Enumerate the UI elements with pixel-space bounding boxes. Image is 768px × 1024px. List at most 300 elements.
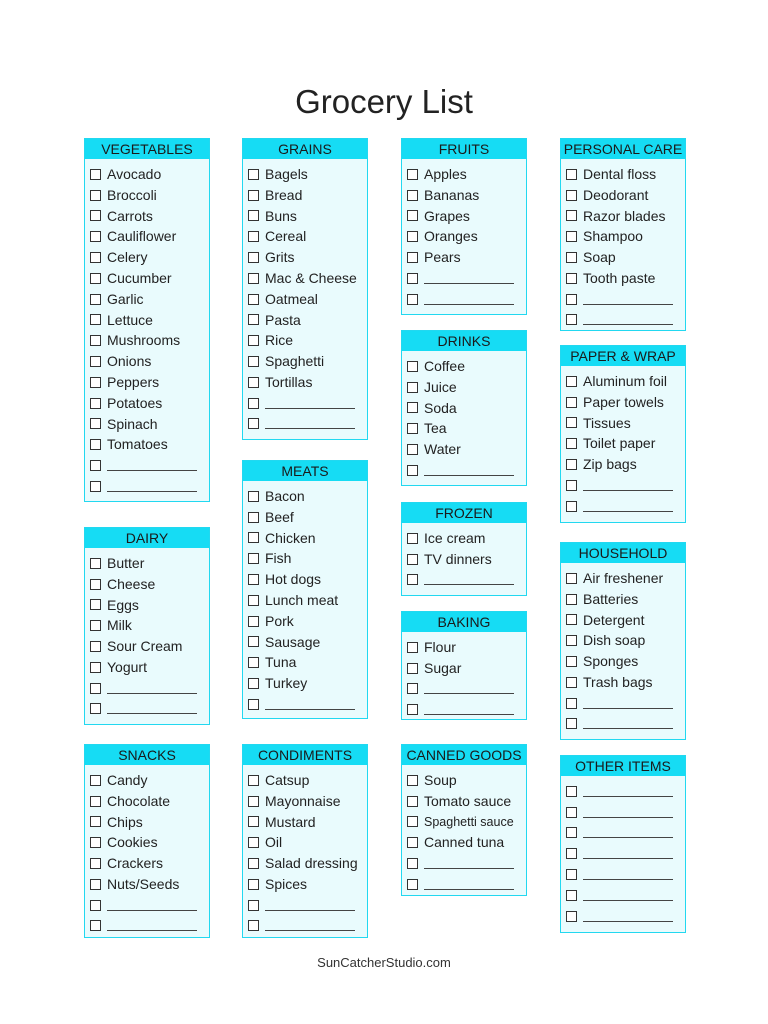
item-label: Potatoes	[107, 394, 163, 411]
list-item	[90, 351, 209, 372]
blank-list-item	[566, 475, 685, 496]
section-grains	[242, 138, 368, 440]
write-in-line[interactable]	[583, 501, 673, 512]
checkbox[interactable]	[248, 920, 259, 931]
checkbox[interactable]	[90, 879, 101, 890]
item-label: Beef	[265, 508, 294, 525]
checkbox[interactable]	[90, 190, 101, 201]
checkbox[interactable]	[407, 816, 418, 827]
checkbox[interactable]	[90, 683, 101, 694]
write-in-line[interactable]	[265, 920, 355, 931]
checkbox[interactable]	[248, 699, 259, 710]
checkbox[interactable]	[90, 169, 101, 180]
write-in-line[interactable]	[583, 314, 673, 325]
list-item	[566, 610, 685, 631]
write-in-line[interactable]	[583, 294, 673, 305]
checkbox[interactable]	[407, 775, 418, 786]
checkbox[interactable]	[90, 335, 101, 346]
checkbox[interactable]	[566, 376, 577, 387]
item-label: Bread	[265, 186, 303, 203]
item-label: Sugar	[424, 659, 462, 676]
checkbox[interactable]	[90, 314, 101, 325]
checkbox[interactable]	[248, 816, 259, 827]
blank-list-item	[248, 694, 367, 715]
list-item	[407, 832, 526, 853]
item-label: Paper towels	[583, 393, 664, 410]
list-item	[90, 206, 209, 227]
item-label: Tuna	[265, 654, 297, 671]
blank-list-item	[248, 414, 367, 435]
checkbox[interactable]	[90, 920, 101, 931]
checkbox[interactable]	[566, 417, 577, 428]
item-list	[85, 770, 209, 936]
list-item	[90, 393, 209, 414]
item-label: Apples	[424, 166, 467, 182]
section-dairy	[84, 527, 210, 725]
checkbox[interactable]	[566, 169, 577, 180]
checkbox[interactable]	[248, 574, 259, 585]
list-item	[90, 434, 209, 455]
list-item	[90, 226, 209, 247]
list-item	[407, 812, 526, 833]
blank-list-item	[566, 714, 685, 735]
list-item	[248, 351, 367, 372]
item-label: Oranges	[424, 228, 478, 245]
write-in-line[interactable]	[107, 900, 197, 911]
blank-list-item	[566, 885, 685, 906]
checkbox[interactable]	[566, 718, 577, 729]
checkbox[interactable]	[248, 532, 259, 543]
checkbox[interactable]	[248, 335, 259, 346]
write-in-line[interactable]	[583, 911, 673, 922]
checkbox[interactable]	[90, 558, 101, 569]
section-frozen	[401, 502, 527, 596]
checkbox[interactable]	[407, 231, 418, 242]
checkbox[interactable]	[407, 796, 418, 807]
footer-credit: SunCatcherStudio.com	[317, 955, 451, 970]
item-label: Flour	[424, 639, 456, 655]
checkbox[interactable]	[90, 356, 101, 367]
checkbox[interactable]	[566, 594, 577, 605]
item-list	[402, 528, 526, 590]
list-item	[407, 356, 526, 377]
item-label: Spices	[265, 875, 308, 892]
item-label: Soup	[424, 772, 457, 788]
checkbox[interactable]	[90, 252, 101, 263]
write-in-line[interactable]	[424, 465, 514, 476]
checkbox[interactable]	[407, 169, 418, 180]
section-fruits	[401, 138, 527, 315]
checkbox[interactable]	[90, 294, 101, 305]
checkbox[interactable]	[248, 879, 259, 890]
checkbox[interactable]	[248, 775, 259, 786]
write-in-line[interactable]	[107, 683, 197, 694]
list-item	[566, 568, 685, 589]
list-item	[407, 247, 526, 268]
list-item	[566, 454, 685, 475]
write-in-line[interactable]	[583, 827, 673, 838]
checkbox[interactable]	[248, 169, 259, 180]
blank-list-item	[248, 895, 367, 916]
checkbox[interactable]	[90, 796, 101, 807]
checkbox[interactable]	[248, 273, 259, 284]
item-label: Hot dogs	[265, 571, 322, 588]
write-in-line[interactable]	[583, 698, 673, 709]
checkbox[interactable]	[248, 190, 259, 201]
checkbox[interactable]	[407, 190, 418, 201]
list-item	[566, 413, 685, 434]
write-in-line[interactable]	[424, 273, 514, 284]
checkbox[interactable]	[566, 314, 577, 325]
list-item	[407, 418, 526, 439]
item-label: Mustard	[265, 813, 316, 830]
section-header-snacks: SNACKS	[85, 745, 209, 765]
checkbox[interactable]	[407, 444, 418, 455]
checkbox[interactable]	[248, 636, 259, 647]
item-label: Salad dressing	[265, 855, 358, 872]
checkbox[interactable]	[566, 294, 577, 305]
checkbox[interactable]	[407, 554, 418, 565]
list-item	[566, 226, 685, 247]
item-label: Razor blades	[583, 207, 666, 224]
item-label: Tomatoes	[107, 436, 168, 453]
blank-list-item	[90, 678, 209, 699]
item-list	[85, 553, 209, 719]
checkbox[interactable]	[248, 210, 259, 221]
write-in-line[interactable]	[424, 294, 514, 305]
blank-list-item	[566, 310, 685, 331]
list-item	[407, 658, 526, 679]
item-label: Coffee	[424, 358, 465, 374]
list-item	[248, 310, 367, 331]
blank-list-item	[90, 476, 209, 497]
item-label: Avocado	[107, 166, 162, 182]
item-label: Pears	[424, 249, 461, 266]
checkbox[interactable]	[90, 231, 101, 242]
item-label: Water	[424, 441, 461, 458]
item-label: Trash bags	[583, 673, 653, 690]
checkbox[interactable]	[248, 356, 259, 367]
item-label: Crackers	[107, 855, 164, 872]
checkbox[interactable]	[248, 657, 259, 668]
list-item	[248, 652, 367, 673]
list-item	[566, 630, 685, 651]
checkbox[interactable]	[566, 635, 577, 646]
checkbox[interactable]	[248, 512, 259, 523]
write-in-line[interactable]	[265, 699, 355, 710]
write-in-line[interactable]	[265, 418, 355, 429]
item-label: Tea	[424, 420, 447, 437]
section-baking	[401, 611, 527, 720]
checkbox[interactable]	[407, 704, 418, 715]
item-label: Bacon	[265, 488, 305, 504]
item-label: Bagels	[265, 166, 308, 182]
checkbox[interactable]	[566, 911, 577, 922]
list-item	[248, 611, 367, 632]
list-item	[90, 310, 209, 331]
list-item	[566, 651, 685, 672]
item-label: Air freshener	[583, 570, 664, 586]
checkbox[interactable]	[90, 273, 101, 284]
checkbox[interactable]	[407, 252, 418, 263]
checkbox[interactable]	[248, 398, 259, 409]
blank-list-item	[566, 693, 685, 714]
item-label: Turkey	[265, 675, 308, 692]
section-header-condiments: CONDIMENTS	[243, 745, 367, 765]
checkbox[interactable]	[248, 616, 259, 627]
item-label: TV dinners	[424, 550, 492, 567]
checkbox[interactable]	[566, 698, 577, 709]
checkbox[interactable]	[566, 190, 577, 201]
item-label: Cereal	[265, 228, 307, 245]
section-household	[560, 542, 686, 740]
blank-list-item	[566, 864, 685, 885]
checkbox[interactable]	[248, 595, 259, 606]
list-item	[248, 853, 367, 874]
item-label: Aluminum foil	[583, 373, 668, 389]
checkbox[interactable]	[566, 786, 577, 797]
checkbox[interactable]	[566, 501, 577, 512]
checkbox[interactable]	[566, 656, 577, 667]
list-item	[248, 673, 367, 694]
checkbox[interactable]	[566, 459, 577, 470]
checkbox[interactable]	[248, 294, 259, 305]
blank-list-item	[90, 699, 209, 720]
list-item	[90, 615, 209, 636]
checkbox[interactable]	[90, 418, 101, 429]
checkbox[interactable]	[407, 879, 418, 890]
checkbox[interactable]	[407, 663, 418, 674]
checkbox[interactable]	[90, 460, 101, 471]
item-label: Mac & Cheese	[265, 269, 357, 286]
checkbox[interactable]	[90, 837, 101, 848]
list-item	[90, 414, 209, 435]
item-label: Toilet paper	[583, 435, 656, 452]
item-label: Mushrooms	[107, 332, 181, 349]
checkbox[interactable]	[566, 210, 577, 221]
item-label: Ice cream	[424, 530, 486, 546]
item-label: Deodorant	[583, 186, 649, 203]
checkbox[interactable]	[90, 816, 101, 827]
section-vegetables	[84, 138, 210, 502]
checkbox[interactable]	[566, 614, 577, 625]
item-label: Cucumber	[107, 269, 172, 286]
checkbox[interactable]	[407, 294, 418, 305]
checkbox[interactable]	[90, 210, 101, 221]
write-in-line[interactable]	[424, 858, 514, 869]
checkbox[interactable]	[566, 869, 577, 880]
checkbox[interactable]	[407, 533, 418, 544]
list-item	[90, 874, 209, 895]
checkbox[interactable]	[90, 398, 101, 409]
item-label: Catsup	[265, 772, 310, 788]
write-in-line[interactable]	[265, 900, 355, 911]
checkbox[interactable]	[90, 662, 101, 673]
write-in-line[interactable]	[424, 683, 514, 694]
checkbox[interactable]	[90, 620, 101, 631]
checkbox[interactable]	[407, 683, 418, 694]
blank-list-item	[407, 679, 526, 700]
checkbox[interactable]	[407, 273, 418, 284]
list-item	[566, 392, 685, 413]
checkbox[interactable]	[566, 890, 577, 901]
checkbox[interactable]	[90, 900, 101, 911]
item-label: Grits	[265, 249, 295, 266]
checkbox[interactable]	[407, 361, 418, 372]
write-in-line[interactable]	[424, 704, 514, 715]
write-in-line[interactable]	[265, 398, 355, 409]
list-item	[248, 226, 367, 247]
section-header-meats: MEATS	[243, 461, 367, 481]
checkbox[interactable]	[90, 579, 101, 590]
item-label: Pork	[265, 612, 294, 629]
write-in-line[interactable]	[583, 807, 673, 818]
list-item	[90, 289, 209, 310]
checkbox[interactable]	[566, 252, 577, 263]
list-item	[90, 636, 209, 657]
blank-list-item	[566, 823, 685, 844]
checkbox[interactable]	[566, 827, 577, 838]
item-label: Celery	[107, 249, 148, 266]
checkbox[interactable]	[248, 837, 259, 848]
list-item	[90, 832, 209, 853]
checkbox[interactable]	[90, 858, 101, 869]
section-drinks	[401, 330, 527, 486]
checkbox[interactable]	[248, 796, 259, 807]
write-in-line[interactable]	[107, 481, 197, 492]
blank-list-item	[407, 699, 526, 720]
item-label: Soda	[424, 399, 457, 416]
checkbox[interactable]	[248, 252, 259, 263]
checkbox[interactable]	[248, 678, 259, 689]
checkbox[interactable]	[566, 397, 577, 408]
list-item	[90, 574, 209, 595]
checkbox[interactable]	[407, 858, 418, 869]
checkbox[interactable]	[90, 599, 101, 610]
list-item	[90, 812, 209, 833]
list-item	[90, 553, 209, 574]
list-item	[407, 770, 526, 791]
item-list	[402, 770, 526, 895]
checkbox[interactable]	[90, 481, 101, 492]
checkbox[interactable]	[248, 900, 259, 911]
checkbox[interactable]	[407, 402, 418, 413]
checkbox[interactable]	[566, 438, 577, 449]
item-label: Lettuce	[107, 311, 153, 328]
checkbox[interactable]	[566, 273, 577, 284]
write-in-line[interactable]	[583, 848, 673, 859]
blank-list-item	[566, 289, 685, 310]
checkbox[interactable]	[566, 677, 577, 688]
list-item	[566, 185, 685, 206]
section-header-personal-care: PERSONAL CARE	[561, 139, 685, 159]
item-label: Sour Cream	[107, 638, 183, 655]
checkbox[interactable]	[407, 423, 418, 434]
list-item	[248, 486, 367, 507]
checkbox[interactable]	[566, 807, 577, 818]
blank-list-item	[566, 802, 685, 823]
checkbox[interactable]	[90, 703, 101, 714]
list-item	[90, 657, 209, 678]
list-item	[566, 164, 685, 185]
write-in-line[interactable]	[583, 869, 673, 880]
item-list	[243, 770, 367, 936]
item-label: Canned tuna	[424, 834, 505, 851]
checkbox[interactable]	[248, 314, 259, 325]
blank-list-item	[90, 455, 209, 476]
checkbox[interactable]	[248, 231, 259, 242]
item-label: Batteries	[583, 590, 639, 607]
checkbox[interactable]	[90, 641, 101, 652]
checkbox[interactable]	[248, 418, 259, 429]
write-in-line[interactable]	[107, 920, 197, 931]
item-label: Cheese	[107, 575, 156, 592]
list-item	[248, 770, 367, 791]
write-in-line[interactable]	[583, 786, 673, 797]
checkbox[interactable]	[566, 573, 577, 584]
blank-list-item	[407, 460, 526, 481]
checkbox[interactable]	[248, 491, 259, 502]
checkbox[interactable]	[90, 377, 101, 388]
list-item	[90, 247, 209, 268]
list-item	[248, 528, 367, 549]
checkbox[interactable]	[566, 231, 577, 242]
blank-list-item	[407, 853, 526, 874]
item-label: Broccoli	[107, 186, 157, 203]
write-in-line[interactable]	[583, 480, 673, 491]
list-item	[248, 206, 367, 227]
checkbox[interactable]	[90, 775, 101, 786]
item-label: Shampoo	[583, 228, 643, 245]
write-in-line[interactable]	[583, 890, 673, 901]
section-personal-care	[560, 138, 686, 331]
checkbox[interactable]	[248, 858, 259, 869]
write-in-line[interactable]	[424, 574, 514, 585]
checkbox[interactable]	[407, 574, 418, 585]
item-label: Tomato sauce	[424, 792, 512, 809]
item-label: Candy	[107, 772, 148, 788]
checkbox[interactable]	[407, 210, 418, 221]
list-item	[248, 874, 367, 895]
checkbox[interactable]	[248, 553, 259, 564]
write-in-line[interactable]	[424, 879, 514, 890]
checkbox[interactable]	[407, 382, 418, 393]
list-item	[407, 791, 526, 812]
checkbox[interactable]	[407, 642, 418, 653]
checkbox[interactable]	[407, 465, 418, 476]
item-label: Spaghetti sauce	[424, 814, 514, 829]
section-snacks	[84, 744, 210, 938]
list-item	[248, 164, 367, 185]
write-in-line[interactable]	[583, 718, 673, 729]
item-label: Carrots	[107, 207, 153, 224]
blank-list-item	[248, 916, 367, 937]
section-header-dairy: DAIRY	[85, 528, 209, 548]
item-label: Cauliflower	[107, 228, 177, 245]
checkbox[interactable]	[407, 837, 418, 848]
blank-list-item	[566, 906, 685, 927]
checkbox[interactable]	[566, 480, 577, 491]
item-label: Sponges	[583, 653, 639, 670]
checkbox[interactable]	[248, 377, 259, 388]
write-in-line[interactable]	[107, 703, 197, 714]
list-item	[248, 268, 367, 289]
checkbox[interactable]	[90, 439, 101, 450]
write-in-line[interactable]	[107, 460, 197, 471]
list-item	[566, 589, 685, 610]
list-item	[248, 548, 367, 569]
checkbox[interactable]	[566, 848, 577, 859]
